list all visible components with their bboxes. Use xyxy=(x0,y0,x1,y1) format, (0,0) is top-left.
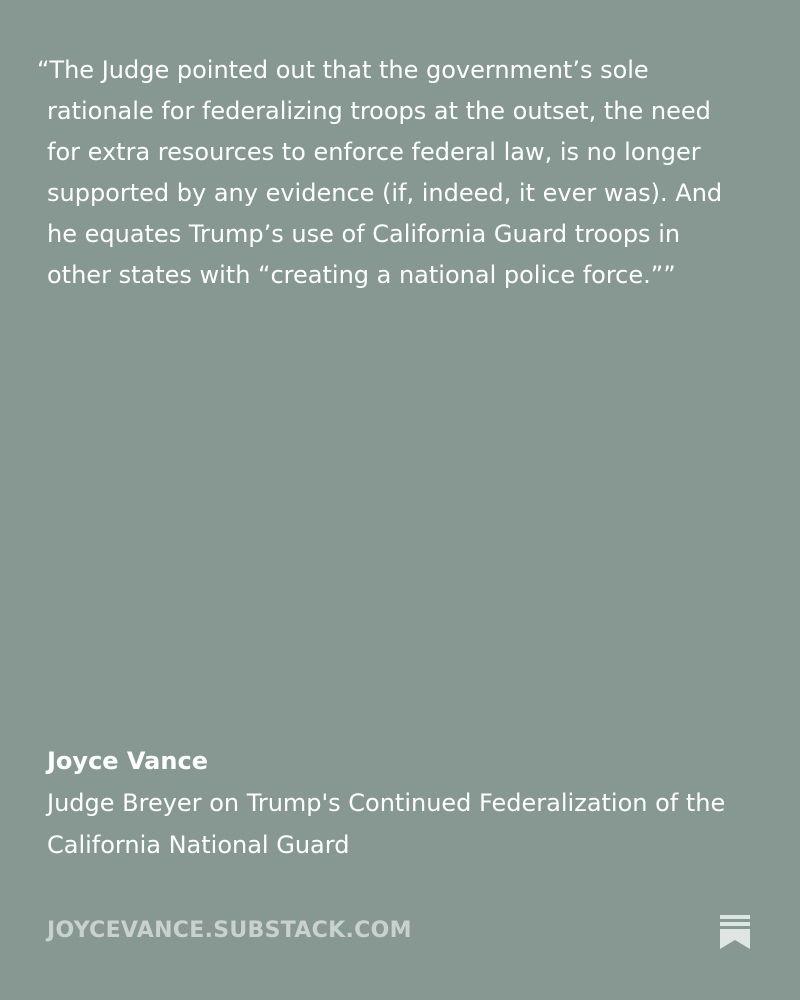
post-title: Judge Breyer on Trump's Continued Federalization of the California National Guard xyxy=(47,789,726,859)
quote-text: “The Judge pointed out that the government’s sole rationale for federalizing troops at the outset, the need for extra resources to enforce federal law, is no longer supported by any evidence (if, indeed, it ever was). And he equates Trump’s use of California Guard troops in other states with “creating a national police force.”” xyxy=(37,56,723,289)
post-meta xyxy=(47,740,757,866)
site-domain: JOYCEVANCE.SUBSTACK.COM xyxy=(47,918,412,943)
substack-bookmark-icon xyxy=(720,915,750,949)
card-footer xyxy=(47,912,753,952)
author-name: Joyce Vance xyxy=(47,747,208,775)
